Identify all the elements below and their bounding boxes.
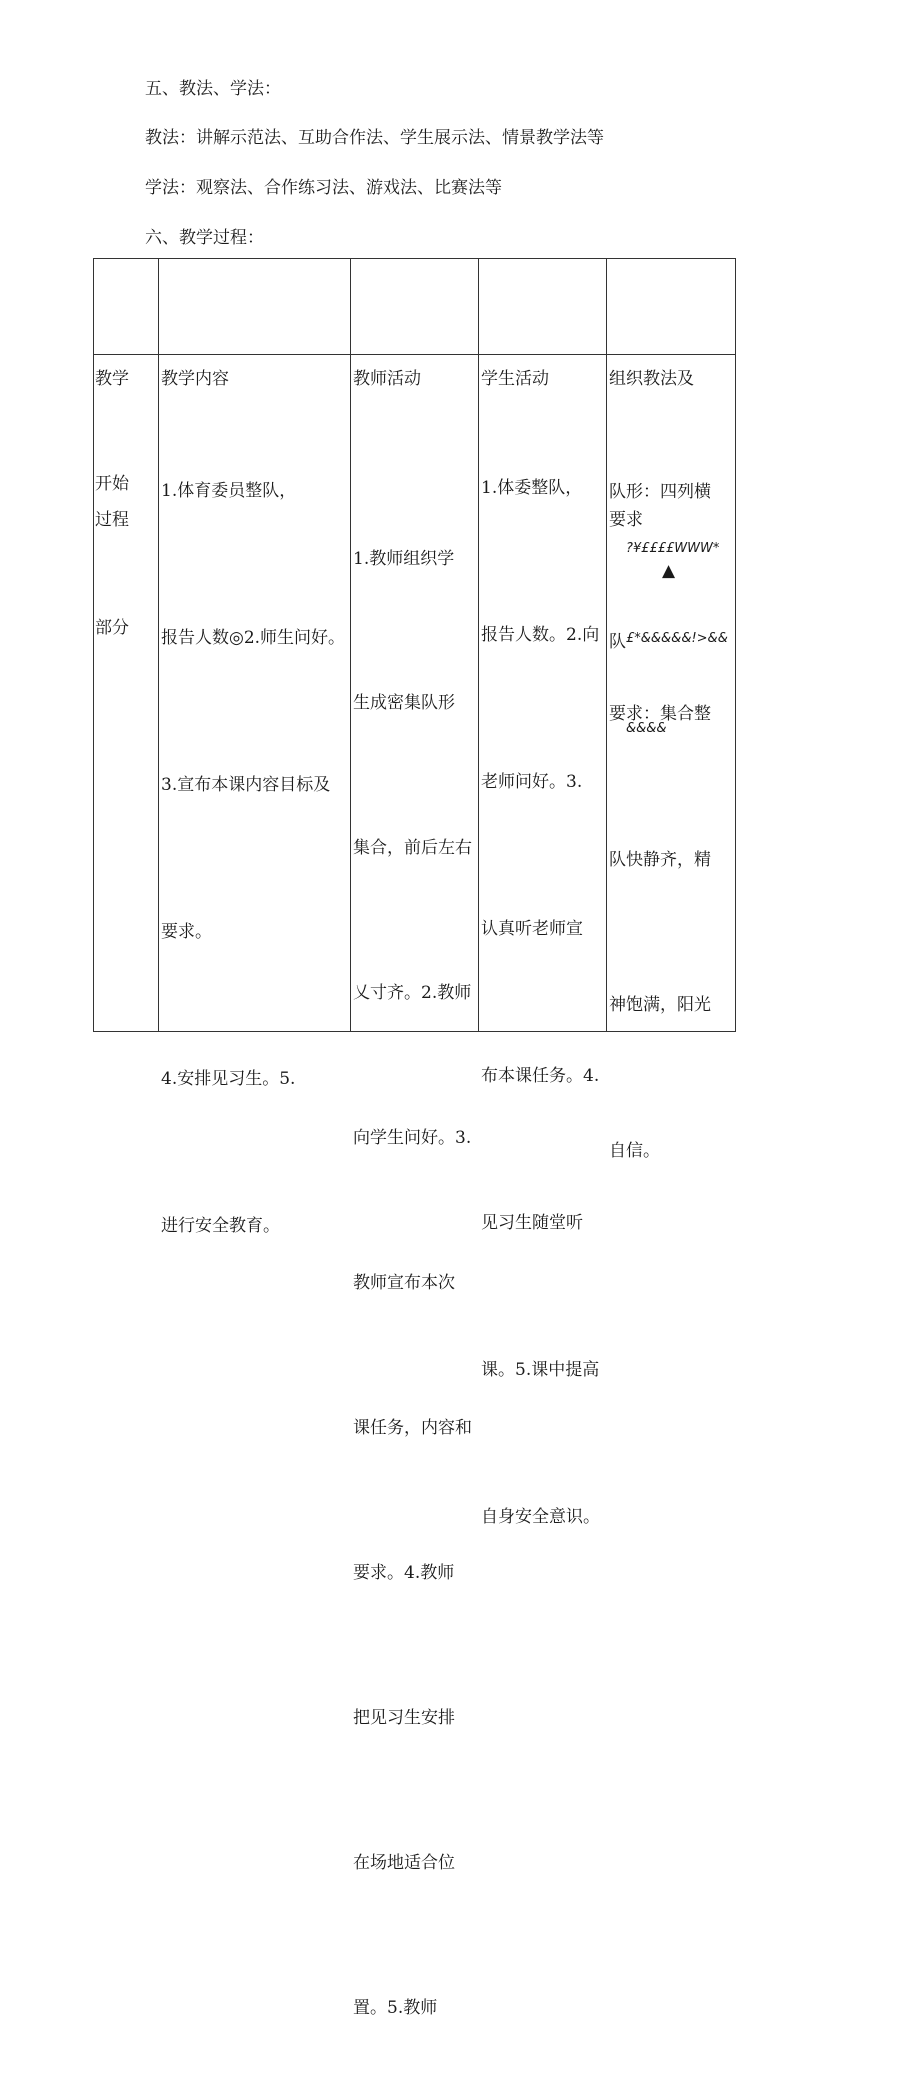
cell-line: 集合，前后左右 xyxy=(353,838,472,859)
header-line: 过程 xyxy=(95,510,129,530)
cell-line: 报告人数。2.向 xyxy=(481,625,600,645)
cell-line: 向学生问好。3. xyxy=(353,1128,472,1149)
header-line: 教师活动 xyxy=(353,369,421,389)
cell-line: 自身安全意识。 xyxy=(481,1507,600,1527)
cell-line: 要求。4.教师 xyxy=(353,1562,455,1583)
cell-line: 生成密集队形 xyxy=(353,693,455,714)
cell-line: 课任务，内容和 xyxy=(353,1417,472,1438)
cell-line: 4.安排见习生。5. xyxy=(161,1069,296,1089)
cell-line: 乂寸齐。2.教师 xyxy=(353,983,472,1004)
cell-line: 见习生随堂听 xyxy=(481,1213,583,1233)
cell-line: 开始 xyxy=(95,474,129,494)
cell-process-stage xyxy=(95,364,157,700)
formation-row: £*&&&&&!>&& xyxy=(626,631,728,646)
header-teacher-activity xyxy=(353,262,477,450)
table-column-divider-3 xyxy=(478,258,479,1032)
cell-line: 教师宣布本次 xyxy=(353,1273,455,1294)
cell-line: 报告人数◎2.师生问好。 xyxy=(161,628,346,648)
cell-line: 队快静齐，精 xyxy=(609,849,711,870)
learning-methods-line: 学法：观察法、合作练习法、游戏法、比赛法等 xyxy=(145,178,502,198)
cell-line: 1.体委整队， xyxy=(481,478,583,498)
formation-row: ?¥££££WWW* xyxy=(626,541,720,556)
cell-line: 神饱满，阳光 xyxy=(609,995,711,1015)
cell-line: 老师问好。3. xyxy=(481,772,583,792)
table-border-top xyxy=(93,258,736,259)
cell-line: 队 xyxy=(609,632,626,652)
cell-teaching-content xyxy=(161,369,349,1300)
methods-heading: 五、教法、学法： xyxy=(145,79,281,99)
cell-line: 1.体育委员整队， xyxy=(161,481,297,501)
cell-line: 自信。 xyxy=(609,1140,660,1161)
cell-line: 布本课任务。4. xyxy=(481,1066,600,1086)
header-line: 教学 xyxy=(95,369,129,389)
process-heading: 六、教学过程： xyxy=(145,228,264,248)
teaching-methods-line: 教法：讲解示范法、互助合作法、学生展示法、情景教学法等 xyxy=(145,128,604,148)
cell-line: 在场地适合位 xyxy=(353,1852,455,1873)
table-column-divider-1 xyxy=(158,258,159,1032)
table-column-divider-4 xyxy=(606,258,607,1032)
cell-organization-requirements xyxy=(609,593,733,1224)
cell-line: 进行安全教育。 xyxy=(161,1216,280,1236)
cell-line: 要求。 xyxy=(161,922,212,942)
table-border-left xyxy=(93,258,94,1032)
cell-student-activity xyxy=(481,366,605,1591)
formation-row: &&&& xyxy=(626,721,667,736)
cell-line: 队形：四列横 xyxy=(609,482,711,502)
table-column-divider-2 xyxy=(350,258,351,1032)
header-line: 要求 xyxy=(609,510,643,530)
cell-line: 把见习生安排 xyxy=(353,1707,455,1728)
header-line: 教学内容 xyxy=(161,369,229,389)
cell-teacher-activity xyxy=(353,438,477,2080)
header-line: 学生活动 xyxy=(481,369,549,389)
cell-line: 3.宣布本课内容目标及 xyxy=(161,775,331,795)
cell-line: 1.教师组织学 xyxy=(353,548,455,569)
header-line: 组织教法及 xyxy=(609,369,694,389)
cell-line: 要求：集合整 xyxy=(609,704,711,724)
cell-line: 部分 xyxy=(95,618,129,638)
teacher-position-marker-icon: ▲ xyxy=(662,561,676,581)
cell-line: 置。5.教师 xyxy=(353,1997,438,2018)
cell-line: 课。5.课中提高 xyxy=(481,1360,600,1380)
cell-line: 认真听老师宣 xyxy=(481,919,583,939)
